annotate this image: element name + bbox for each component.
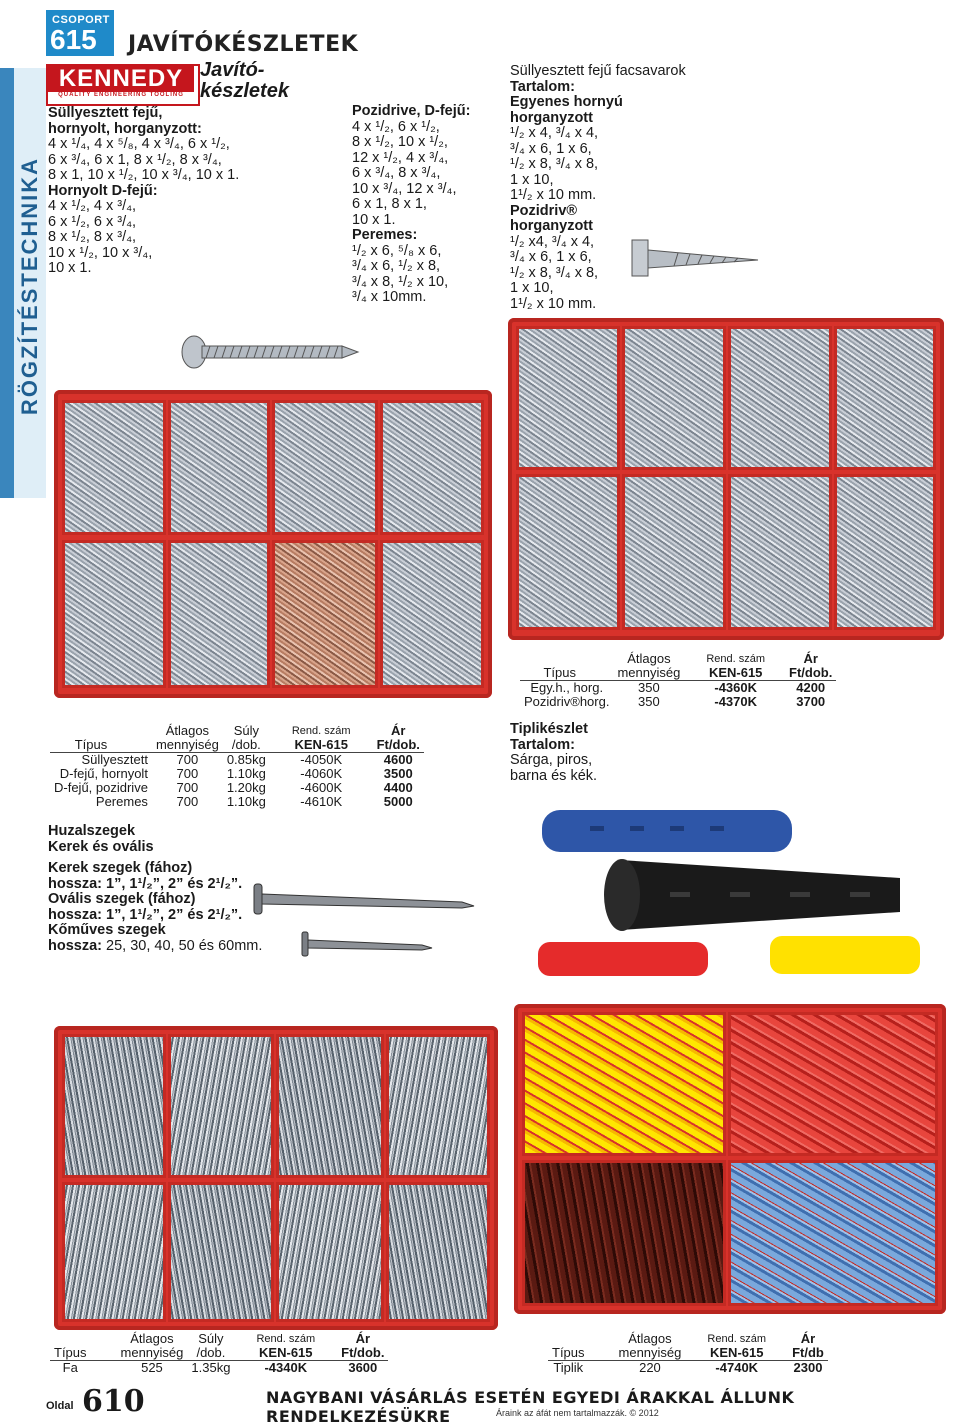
tray-compartment — [272, 400, 378, 535]
cell-type: Fa — [50, 1361, 117, 1376]
tray-compartment — [276, 1034, 384, 1178]
tray-compartment — [272, 540, 378, 688]
text-line: 4 x ¹/₂, 4 x ³/₄, — [48, 198, 137, 214]
text-line: 12 x ¹/₂, 4 x ³/₄, — [352, 149, 449, 166]
cell-weight: 1.20kg — [226, 780, 266, 795]
group-number: 615 — [50, 24, 97, 55]
col-header: Típus — [543, 665, 576, 680]
cell-qty: 350 — [638, 694, 660, 709]
col-header: Rend. szám — [291, 725, 351, 737]
text-line: ¹/₂ x4, ³/₄ x 4, — [510, 233, 595, 250]
text-line: 6 x ³/₄, 6 x 1, 8 x ¹/₂, 8 x ³/₄, — [48, 151, 222, 168]
wall-plugs-image — [530, 800, 950, 990]
text-line: hossza: 1”, 1¹/₂”, 2” és 2¹/₂”. — [48, 906, 243, 923]
col-header: Súly — [233, 723, 259, 738]
brand-logo-sub: QUALITY ENGINEERING TOOLING — [58, 92, 184, 98]
text-line: ³/₄ x 10mm. — [352, 289, 427, 305]
text-line: 8 x ¹/₂, 8 x ³/₄, — [48, 229, 137, 245]
logo-caption-1: Javító- — [200, 59, 265, 81]
cell-qty: 700 — [176, 794, 199, 809]
cell-price: 4600 — [355, 753, 424, 768]
tray-compartment — [62, 1182, 166, 1322]
col-header: KEN-615 — [259, 1345, 313, 1360]
cell-code: -4360K — [684, 681, 769, 696]
cell-type: Peremes — [95, 794, 148, 809]
heading: Huzalszegek — [48, 823, 136, 839]
col-header: Ár — [803, 651, 818, 666]
cell-qty: 700 — [176, 766, 199, 781]
text-line: ³/₄ x 6, 1 x 6, — [510, 249, 592, 265]
text-line: barna és kék. — [510, 767, 598, 784]
tray-compartment — [834, 474, 936, 630]
heading: Egyenes hornyú — [510, 94, 623, 110]
tray-compartment — [728, 1012, 938, 1156]
table-row — [50, 781, 424, 795]
group-label: CSOPORT — [52, 14, 110, 26]
text-line: 8 x ¹/₂, 10 x ¹/₂, — [352, 134, 448, 150]
tray-compartment — [728, 326, 832, 470]
col-header: KEN-615 — [710, 1345, 764, 1360]
tray-compartment — [276, 1182, 384, 1322]
cell-weight: 1.35kg — [187, 1361, 234, 1376]
text-line: 4 x ¹/₂, 6 x ¹/₂, — [352, 118, 440, 135]
tray-compartment — [386, 1034, 490, 1178]
cell-qty: 700 — [152, 753, 223, 768]
col-header: Típus — [74, 737, 108, 752]
cell-type: D-fejű, hornyolt — [59, 766, 148, 781]
cell-qty: 700 — [176, 780, 199, 795]
text-line: 8 x 1, 10 x ¹/₂, 10 x ³/₄, 10 x 1. — [48, 167, 240, 183]
cell-code: -4370K — [714, 694, 757, 709]
heading: Hornyolt D-fejű: — [48, 182, 158, 199]
col-header: mennyiség — [617, 665, 681, 680]
col-header: Átlagos — [130, 1331, 174, 1346]
side-label: RÖGZÍTÉSTECHNIKA — [17, 156, 42, 416]
cell-weight: 1.10kg — [226, 766, 266, 781]
text-line: 10 x ³/₄, 12 x ³/₄, — [352, 180, 457, 197]
tray-compartment — [62, 540, 166, 688]
screw-tray-image — [54, 390, 492, 698]
tray-compartment — [516, 326, 620, 470]
heading: Süllyesztett fejű, — [48, 105, 163, 121]
text-line: ¹/₂ x 8, ³/₄ x 8, — [510, 264, 599, 281]
cell-price: 3700 — [796, 694, 826, 709]
tray-compartment — [522, 1160, 726, 1306]
heading: hornyolt, horganyzott: — [48, 120, 202, 137]
table-row — [520, 695, 836, 709]
col-header: Ft/db — [792, 1345, 824, 1360]
plug-tray-image — [514, 1004, 946, 1314]
tray-compartment — [168, 1034, 274, 1178]
heading: Pozidriv® — [510, 202, 578, 219]
heading: Kerek szegek (fához) — [48, 860, 193, 876]
cell-price: 3600 — [319, 1361, 388, 1376]
heading: Süllyesztett fejű facsavarok — [510, 63, 686, 79]
tray-compartment — [168, 400, 270, 535]
tray-compartment — [62, 1034, 166, 1178]
tray-compartment — [522, 1012, 726, 1156]
text-line: 1 x 10, — [510, 280, 554, 296]
col-header: Rend. szám — [706, 653, 766, 665]
cell-price: 2300 — [770, 1361, 828, 1376]
col-header: mennyiség — [618, 1345, 682, 1360]
text-line: ³/₄ x 6, 1 x 6, — [510, 140, 592, 157]
col-header: KEN-615 — [294, 737, 348, 752]
text-line: ¹/₂ x 6, ⁵/₈ x 6, — [352, 242, 442, 259]
col-header: Típus — [54, 1345, 87, 1360]
col-header: /dob. — [231, 737, 261, 752]
cell-price: 4200 — [769, 681, 836, 696]
page-label: Oldal — [46, 1400, 74, 1412]
table-row — [50, 767, 424, 781]
cell-code: -4050K — [270, 753, 355, 768]
col-header: Átlagos — [165, 723, 210, 738]
text-line: 10 x 1. — [352, 211, 396, 228]
cell-type: Pozidriv®horg. — [524, 694, 610, 709]
plugs-table — [548, 1332, 828, 1375]
col-header: Ft/dob. — [376, 737, 420, 752]
footer-banner: NAGYBANI VÁSÁRLÁS ESETÉN EGYEDI ÁRAKKAL ÁLLUNK RENDELKEZÉSÜKRE — [266, 1388, 795, 1426]
heading: Ovális szegek (fához) — [48, 891, 196, 907]
heading: Tartalom: — [510, 78, 575, 95]
tray-compartment — [380, 400, 484, 535]
text-line: 6 x ³/₄, 8 x ³/₄, — [352, 165, 441, 181]
col-header: Ft/dob. — [789, 665, 833, 680]
wood-screws-table — [520, 652, 836, 709]
col-header: KEN-615 — [708, 665, 763, 680]
table-row — [50, 753, 424, 768]
cell-type: D-fejű, pozidrive — [54, 780, 148, 795]
text-line: ¹/₂ x 4, ³/₄ x 4, — [510, 125, 599, 141]
col-header: mennyiség — [120, 1345, 184, 1360]
text-line: ³/₄ x 8, ¹/₂ x 10, — [352, 273, 449, 290]
tray-compartment — [516, 474, 620, 630]
table-row — [50, 795, 424, 809]
nail-tray-image — [54, 1026, 498, 1330]
cell-qty: 350 — [613, 681, 684, 696]
heading: Peremes: — [352, 227, 418, 243]
text-line: 1¹/₂ x 10 mm. — [510, 187, 597, 203]
cell-type: Egy.h., horg. — [520, 681, 613, 696]
wood-screw-image — [628, 236, 768, 286]
plugs-text — [510, 722, 710, 784]
logo-caption — [200, 60, 289, 102]
wood-screw-tray-image — [508, 318, 944, 640]
cell-weight: 1.10kg — [226, 794, 266, 809]
text-line: 25, 30, 40, 50 és 60mm. — [102, 937, 263, 954]
text-line: 6 x ¹/₂, 6 x ³/₄, — [48, 213, 137, 230]
tray-compartment — [834, 326, 936, 470]
logo-caption-2: készletek — [200, 80, 289, 102]
text-line: ³/₄ x 6, ¹/₂ x 8, — [352, 258, 441, 274]
col-header: /dob. — [196, 1345, 226, 1360]
text-line: 10 x ¹/₂, 10 x ³/₄, — [48, 244, 153, 261]
cell-code: -4600K — [300, 780, 343, 795]
text-line: 4 x ¹/₄, 4 x ⁵/₈, 4 x ³/₄, 6 x ¹/₂, — [48, 136, 230, 152]
heading: Kerek és ovális — [48, 838, 154, 855]
footer-note: Áraink az áfát nem tartalmazzák. © 2012 — [496, 1408, 659, 1418]
heading: horganyzott — [510, 109, 593, 126]
col-header: Ár — [391, 723, 406, 738]
table-row — [520, 681, 836, 696]
tray-compartment — [728, 474, 832, 630]
cell-price: 4400 — [383, 780, 413, 795]
heading: Tiplikészlet — [510, 721, 588, 737]
nails-table — [50, 1332, 388, 1375]
text-line: ¹/₂ x 8, ³/₄ x 8, — [510, 156, 599, 172]
text-line: 6 x 1, 8 x 1, — [352, 196, 427, 212]
cell-code: -4610K — [300, 794, 343, 809]
table-row — [50, 1361, 388, 1376]
text-label: hossza: — [48, 937, 102, 954]
cell-type: Süllyesztett — [50, 753, 152, 768]
tray-compartment — [168, 540, 270, 688]
page-number: 610 — [82, 1384, 145, 1419]
col-header: Ár — [800, 1331, 816, 1346]
tray-compartment — [622, 326, 726, 470]
col-header: Átlagos — [628, 1331, 672, 1346]
col-header: Rend. szám — [256, 1333, 316, 1345]
cell-qty: 220 — [615, 1361, 686, 1376]
tray-compartment — [62, 400, 166, 535]
tray-compartment — [168, 1182, 274, 1322]
text-line: Sárga, piros, — [510, 752, 593, 768]
brand-logo-text: KENNEDY — [48, 66, 194, 92]
col-header: Átlagos — [627, 651, 671, 666]
cell-price: 5000 — [383, 794, 413, 809]
cell-code: -4740K — [685, 1361, 770, 1376]
col-header: Rend. szám — [707, 1333, 767, 1345]
col-header: Ár — [355, 1331, 371, 1346]
table-row — [548, 1361, 828, 1376]
heading: Pozidrive, D-fejű: — [352, 103, 471, 119]
tray-compartment — [622, 474, 726, 630]
cell-code: -4340K — [234, 1361, 319, 1376]
tray-compartment — [386, 1182, 490, 1322]
cell-price: 3500 — [383, 766, 413, 781]
screws-mid-text — [352, 104, 502, 306]
pan-head-screw-image — [180, 328, 360, 378]
text-line: hossza: 1”, 1¹/₂”, 2” és 2¹/₂”. — [48, 875, 243, 892]
text-line: 10 x 1. — [48, 260, 92, 276]
text-line: 1¹/₂ x 10 mm. — [510, 295, 597, 312]
heading: Tartalom: — [510, 736, 575, 753]
col-header: Ft/dob. — [341, 1345, 385, 1360]
screws-left-text — [48, 106, 298, 277]
cell-weight: 0.85kg — [223, 753, 270, 768]
page-title: JAVÍTÓKÉSZLETEK — [128, 32, 359, 57]
col-header: Súly — [198, 1331, 224, 1346]
cell-code: -4060K — [300, 766, 343, 781]
text-line: 1 x 10, — [510, 171, 554, 188]
nails-image — [252, 880, 482, 960]
heading: Kőműves szegek — [48, 922, 166, 938]
tray-compartment — [380, 540, 484, 688]
col-header: mennyiség — [155, 737, 219, 752]
cell-type: Tiplik — [548, 1361, 615, 1376]
heading: horganyzott — [510, 218, 593, 234]
col-header: Típus — [552, 1345, 585, 1360]
screws-table — [50, 724, 424, 809]
cell-qty: 525 — [117, 1361, 188, 1376]
tray-compartment — [728, 1160, 938, 1306]
